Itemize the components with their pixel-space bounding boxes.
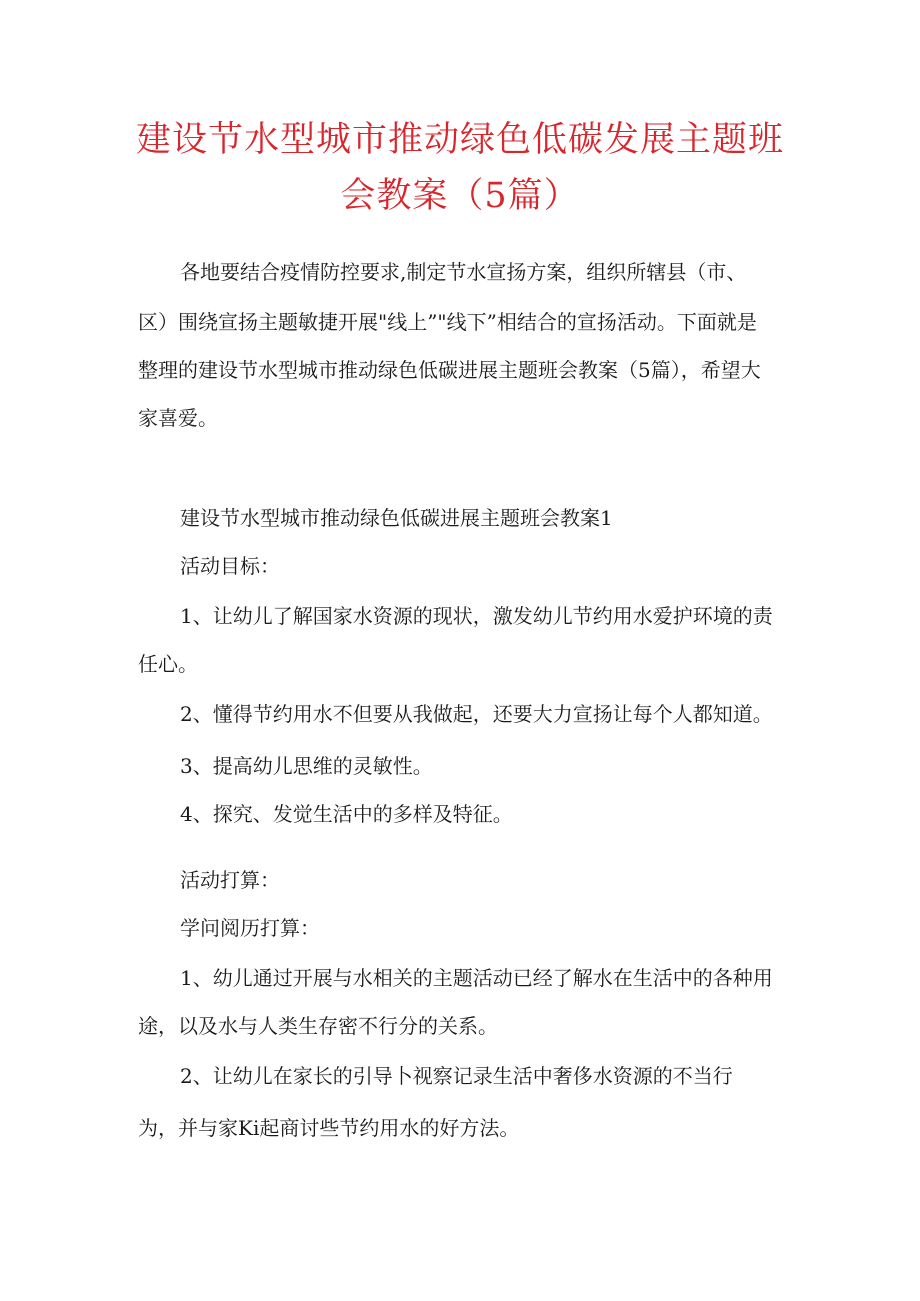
document-title-line-2: 会教案（5篇） (340, 176, 580, 216)
goal-2: 2、懂得节约用水不但要从我做起，还要大力宣扬让每个人都知道。 (180, 702, 773, 726)
goal-1-line-2: 任心。 (138, 652, 198, 676)
plan-1-line-1: 1、幼儿通过开展与水相关的主题活动已经了解水在生活中的各种用 (180, 966, 773, 990)
goal-1-line-1: 1、让幼儿了解国家水资源的现状，激发幼儿节约用水爱护环境的责 (180, 604, 773, 628)
plan-2-line-1: 2、让幼儿在家长的引导卜视察记录生活中奢侈水资源的不当行 (180, 1064, 733, 1088)
document-title-line-1: 建设节水型城市推动绿色低碳发展主题班 (135, 120, 784, 160)
section-title: 建设节水型城市推动绿色低碳进展主题班会教案1 (180, 506, 613, 530)
intro-line-1: 各地要结合疫情防控要求,制定节水宣扬方案，组织所辖县（市、 (180, 260, 747, 284)
intro-line-2: 区）围绕宣扬主题敏捷开展"线上”"线下”相结合的宣扬活动。下面就是 (138, 310, 757, 334)
goal-4: 4、探究、发觉生活中的多样及特征。 (180, 802, 513, 826)
intro-line-4: 家喜爱。 (138, 406, 218, 430)
plan-1-line-2: 途，以及水与人类生存密不行分的关系。 (138, 1014, 498, 1038)
plan-heading: 活动打算： (180, 868, 280, 892)
knowledge-heading: 学问阅历打算： (180, 916, 320, 940)
intro-line-3: 整理的建设节水型城市推动绿色低碳进展主题班会教案（5篇），希望大 (138, 358, 761, 382)
goal-3: 3、提高幼儿思维的灵敏性。 (180, 754, 433, 778)
plan-2-line-2: 为，并与家Ki起商讨些节约用水的好方法。 (138, 1116, 520, 1140)
goals-heading: 活动目标： (180, 554, 280, 578)
